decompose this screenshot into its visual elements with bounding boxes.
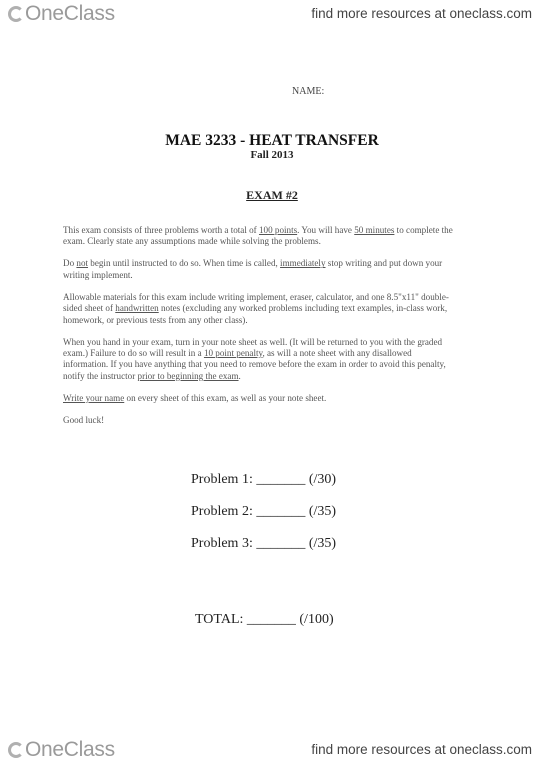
instruction-paragraph: Write your name on every sheet of this exam, as well as your note sheet. [63,392,327,403]
instructions [63,225,459,437]
resources-link[interactable]: find more resources at oneclass.com [311,6,532,21]
score-total: TOTAL: _______ (/100) [195,612,334,627]
score-row-problem-1: Problem 1: _______ (/30) [191,472,337,487]
instruction-paragraph: This exam consists of three problems worth a total of 100 points. You will have 50 minutes to complete the exam. Clearly state any assumptions made while solving the problems. [63,225,453,247]
instruction-paragraph: When you hand in your exam, turn in your note sheet as well. (It will be returned to you with the graded exam.) Failure to do so will result in a 10 point penalty, as will a note sheet with any disallowed information. If you have anything that you need to remove before the exam in order to avoid this penalty, notify the instructor prior to beginning the exam. [63,336,446,381]
score-row-problem-3: Problem 3: _______ (/35) [191,536,337,551]
good-luck: Good luck! [63,414,105,425]
site-footer [0,736,544,764]
logo-text: OneClass [25,738,115,761]
exam-label: EXAM #2 [246,188,298,202]
instruction-paragraph: Do not begin until instructed to do so. When time is called, immediately stop writing and put down your writing implement. [63,258,443,280]
resources-link[interactable]: find more resources at oneclass.com [311,742,532,757]
oneclass-logo-icon [8,742,24,758]
exam-page [0,28,544,736]
oneclass-logo[interactable] [8,2,115,26]
score-row-problem-2: Problem 2: _______ (/35) [191,504,337,519]
site-header [0,0,544,28]
term-label: Fall 2013 [250,149,294,161]
logo-text: OneClass [25,2,115,25]
oneclass-logo[interactable] [8,738,115,762]
oneclass-logo-icon [8,6,24,22]
course-title: MAE 3233 - HEAT TRANSFER [165,132,379,149]
name-label: NAME: [292,86,325,97]
instruction-paragraph: Allowable materials for this exam include writing implement, eraser, calculator, and one 8.5"x11" double-sided sheet of handwritten notes (excluding any worked problems including text examples, in-class work, homework, or previous tests from any other class). [63,291,449,325]
